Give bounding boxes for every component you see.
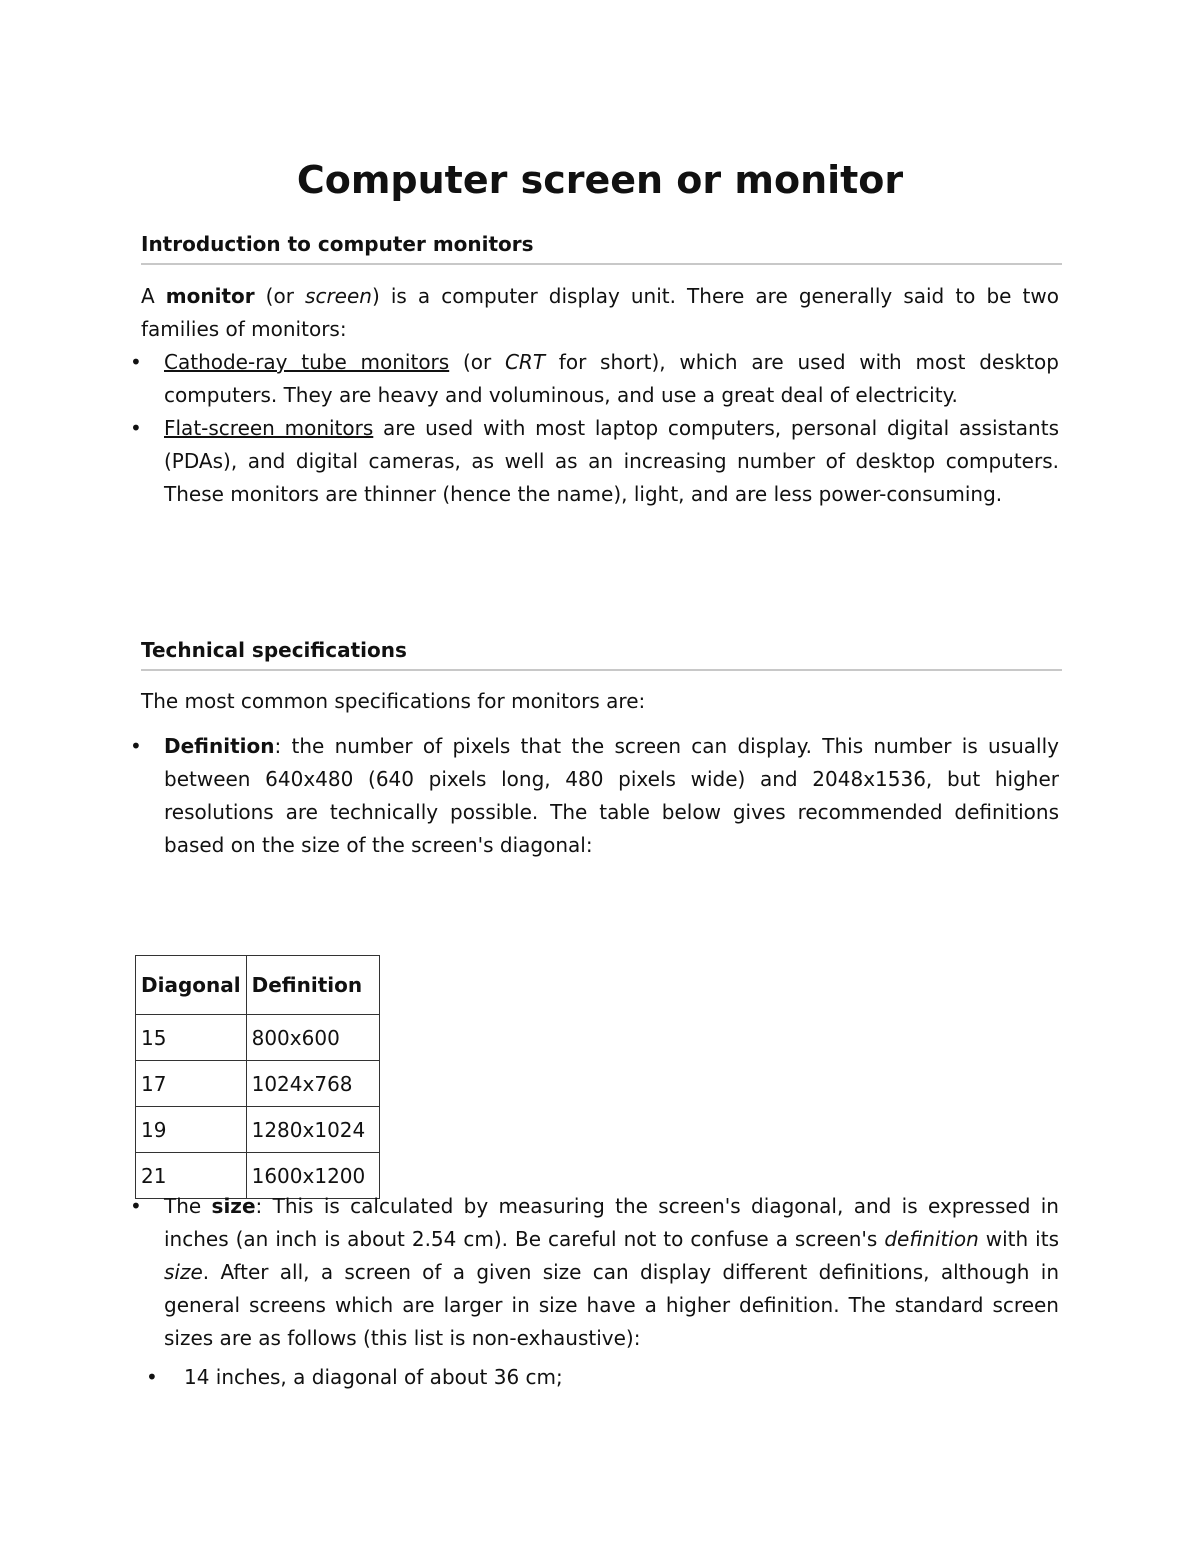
- term-size-italic: size: [164, 1260, 203, 1284]
- term-definition-italic: definition: [884, 1227, 979, 1251]
- term-screen: screen: [305, 284, 372, 308]
- definition-text: : the number of pixels that the screen can display. This number is usually between 640x480 (640 pixels long, 480 pixels wide) and 2048x1536, but higher resolutions are technically possible. The table below gives recommended definitions based on the size of the screen's diagonal:: [164, 734, 1059, 857]
- table-row: [136, 1107, 380, 1153]
- crt-abbr: CRT: [504, 350, 546, 374]
- section-heading-introduction: Introduction to computer monitors: [141, 231, 1062, 265]
- list-item-size: [164, 1190, 1059, 1355]
- size-list: [164, 1190, 1059, 1355]
- list-item-crt: [164, 346, 1059, 412]
- size-text-2: with its: [978, 1227, 1059, 1251]
- table-cell-diagonal: 15: [136, 1015, 247, 1061]
- intro-text-a: A: [141, 284, 166, 308]
- intro-text-or: (or: [254, 284, 306, 308]
- term-monitor: monitor: [165, 284, 255, 308]
- page-title: Computer screen or monitor: [296, 158, 904, 202]
- screen-size-item: • 14 inches, a diagonal of about 36 cm;: [184, 1361, 1059, 1394]
- flat-screen-link[interactable]: Flat-screen monitors: [164, 416, 374, 440]
- section-heading-technical: Technical specifications: [141, 637, 1062, 671]
- crt-text: for short), which are used with most desktop computers. They are heavy and voluminous, and use a great deal of electricity.: [164, 350, 1059, 407]
- table-header-definition: Definition: [246, 956, 379, 1015]
- table-header-row: [136, 956, 380, 1015]
- definition-list: [164, 730, 1059, 862]
- size-pre: The: [164, 1194, 212, 1218]
- table-cell-definition: 1600x1200: [246, 1153, 379, 1199]
- crt-link[interactable]: Cathode-ray tube monitors: [164, 350, 450, 374]
- size-text-3: . After all, a screen of a given size can display different definitions, although in general screens which are larger in size have a higher definition. The standard screen sizes are as follows (this list is non-exhaustive):: [164, 1260, 1059, 1350]
- table-row: [136, 1015, 380, 1061]
- table-cell-diagonal: 19: [136, 1107, 247, 1153]
- table-header-diagonal: Diagonal: [136, 956, 247, 1015]
- list-item-definition: [164, 730, 1059, 862]
- crt-pre: (or: [449, 350, 505, 374]
- intro-paragraph: [141, 280, 1059, 346]
- list-item-flat-screen: [164, 412, 1059, 511]
- monitor-families-list: [164, 346, 1059, 511]
- intro-text-rest: ) is a computer display unit. There are generally said to be two families of monitors:: [141, 284, 1059, 341]
- definition-table: [135, 955, 380, 1199]
- size-text-1: : This is calculated by measuring the screen's diagonal, and is expressed in inches (an inch is about 2.54 cm). Be careful not to confuse a screen's: [164, 1194, 1059, 1251]
- flat-screen-text: are used with most laptop computers, personal digital assistants (PDAs), and digital cameras, as well as an increasing number of desktop computers. These monitors are thinner (hence the name), light, and are less power-consuming.: [164, 416, 1059, 506]
- table-cell-definition: 1024x768: [246, 1061, 379, 1107]
- table-row: [136, 1061, 380, 1107]
- term-size: size: [211, 1194, 256, 1218]
- specs-intro: The most common specifications for monitors are:: [141, 689, 646, 713]
- table-cell-definition: 800x600: [246, 1015, 379, 1061]
- term-definition: Definition: [164, 734, 275, 758]
- table-cell-diagonal: 17: [136, 1061, 247, 1107]
- table-cell-definition: 1280x1024: [246, 1107, 379, 1153]
- table-cell-diagonal: 21: [136, 1153, 247, 1199]
